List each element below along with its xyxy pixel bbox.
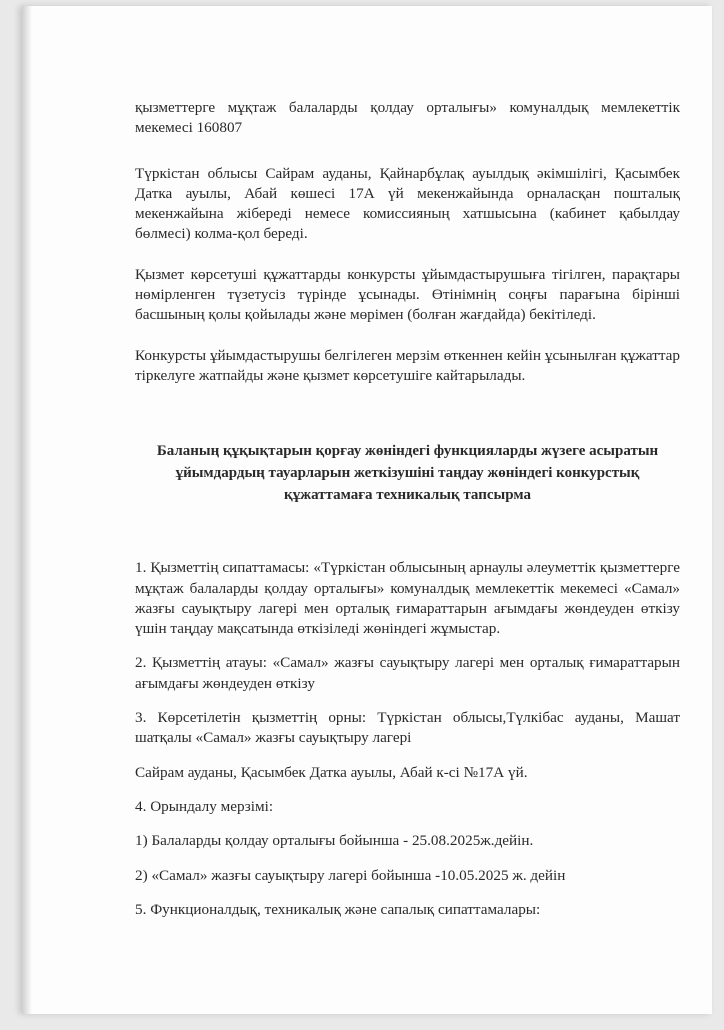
- item-service-location: 3. Көрсетілетін қызметтің орны: Түркістан облысы,Түлкібас ауданы, Машат шатқалы «Самал» жазғы сауықтыру лагері: [135, 709, 680, 747]
- paragraph-address: Түркістан облысы Сайрам ауданы, Қайнарбұлақ ауылдық әкімшілігі, Қасымбек Датка ауылы, Абай көшесі 17А үй мекенжайында орналасқан пошталық мекенжайына жібереді немесе комиссияның хатшысына (кабинет қабылдау бөлмесі) колма-қол береді.: [135, 164, 680, 243]
- item-characteristics-heading: 5. Функционалдық, техникалық және сапалық сипаттамалары:: [135, 900, 541, 918]
- item-deadline-center: 1) Балаларды қолдау орталығы бойынша - 25.08.2025ж.дейін.: [135, 832, 534, 850]
- document-body: [135, 98, 680, 920]
- item-service-name: 2. Қызметтің атауы: «Самал» жазғы сауықтыру лагері мен орталық ғимараттарын ағымдағы жөндеуден өткізу: [135, 654, 680, 692]
- paragraph-late-submission: Конкурсты ұйымдастырушы белгілеген мерзім өткеннен кейін ұсынылған құжаттар тіркелуге жатпайды және қызмет көрсетушіге кайтарылады.: [135, 346, 680, 384]
- item-deadline-heading: 4. Орындалу мерзімі:: [135, 797, 274, 815]
- section-title: Баланың құқықтарын қорғау жөніндегі функцияларды жүзеге асыратын ұйымдардың тауарларын жеткізушіні таңдау жөніндегі конкурстық құжаттамаға техникалық тапсырма: [156, 443, 659, 504]
- scan-edge: [22, 6, 32, 1014]
- item-service-description: 1. Қызметтің сипаттамасы: «Түркістан облысының арнаулы әлеуметтік қызметтерге мұқтаж балаларды қолдау орталығы» комуналдық мемлекеттік мекемесі «Самал» жазғы сауықтыру лагері мен орталық ғимараттарын ағымдағы жөндеуден өткізу үшін таңдау мақсатында өткізіледі жөніндегі жұмыстар.: [135, 559, 680, 638]
- item-service-address: Сайрам ауданы, Қасымбек Датка ауылы, Абай к-сі №17А үй.: [135, 763, 528, 781]
- item-deadline-camp: 2) «Самал» жазғы сауықтыру лагері бойынша -10.05.2025 ж. дейін: [135, 866, 566, 884]
- paragraph-recipient: қызметтерге мұқтаж балаларды қолдау орталығы» комуналдық мемлекеттік мекемесі 160807: [135, 99, 680, 137]
- document-page: [22, 6, 712, 1014]
- paragraph-document-requirements: Қызмет көрсетуші құжаттарды конкурсты ұйымдастырушыға тігілген, парақтары нөмірленген түзетусіз түрінде ұсынады. Өтінімнің соңғы парағына бірінші басшының қолы қойылады және мөрімен (болған жағдайда) бекітіледі.: [135, 265, 680, 324]
